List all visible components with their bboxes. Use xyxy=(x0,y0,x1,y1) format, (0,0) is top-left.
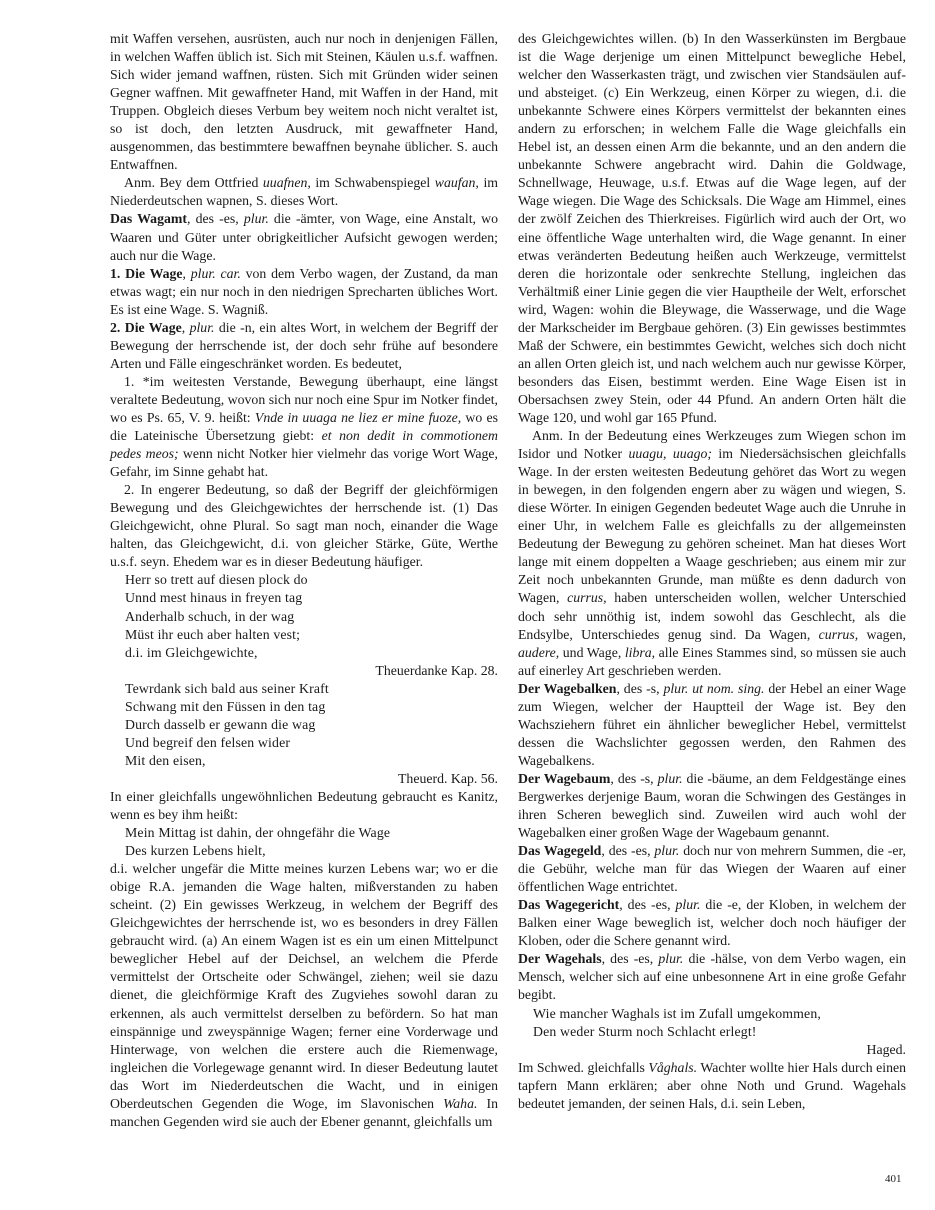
text-run: der Hebel an einer Wage zum Wiegen, welcher der Hauptteil der Wage ist. Bey den Wachsziehern führet ein ähnlicher beweglicher Hebel, vermittelst dessen die Wachslichter gegossen werden, den Rahmen des Wagebalkens. xyxy=(518,680,906,768)
verse-line xyxy=(110,680,498,698)
text-run: , xyxy=(181,319,190,335)
headword: Das Wagegeld xyxy=(518,843,602,859)
text-run: alle Eines Stammes sind, so müssen sie auch auf einerley Art geschrieben werden. xyxy=(518,644,906,678)
indented-paragraph xyxy=(110,481,498,571)
headword: Das Wagamt xyxy=(110,211,187,227)
verse-line xyxy=(110,698,498,716)
text-run: im Schwabenspiegel xyxy=(310,175,435,191)
italic-term: uuagu, uuago; xyxy=(628,446,712,462)
headword: 2. Die Wage xyxy=(110,319,182,335)
verse-line xyxy=(110,824,498,842)
italic-term: Waha. xyxy=(443,1095,478,1111)
source-citation xyxy=(110,770,498,788)
text-run: Anm. In der Bedeutung eines Werkzeuges zum Wiegen schon im Isidor und Notker xyxy=(518,428,906,462)
text-run: , des -s, xyxy=(616,680,664,696)
text-run: wagen, xyxy=(858,626,906,642)
headword: Der Wagebaum xyxy=(518,770,611,786)
italic-term: plur. xyxy=(189,319,215,335)
italic-term: plur. xyxy=(654,843,680,859)
indented-paragraph xyxy=(110,174,498,210)
paragraph xyxy=(110,210,498,264)
text-run: Anderhalb schuch, in der wag xyxy=(125,608,295,624)
text-run: Unnd mest hinaus in freyen tag xyxy=(125,590,303,606)
text-run: In manchen Gegenden wird sie auch der Ebener genannt, gleichfalls um xyxy=(110,1095,498,1129)
text-run: Anm. Bey dem Ottfried xyxy=(124,175,263,191)
text-run: 2. In engerer Bedeutung, so daß der Begriff der gleichförmigen Bewegung und des Gleichgewichtes der herrschende ist. (1) Das Gleichgewicht, ohne Plural. So sagt man noch, einander die Wage halten, das Gleichgewicht, d.i. von gleicher Stärke, Güte, Werthe u.s.f. seyn. Ehedem war es in dieser Bedeutung häufiger. xyxy=(110,482,498,570)
text-run: , des -es, xyxy=(619,897,676,913)
text-run: , des -es, xyxy=(601,951,659,967)
text-run: Wachter wollte hier Hals durch einen tapfern Mann erklären; aber ohne Noth und Grund. Wagehals bedeutet jemanden, der seinen Hals, d.i. sein Leben, xyxy=(518,1059,906,1111)
text-run: die -n, ein altes Wort, in welchem der Begriff der Bewegung der herrschende ist, der doch sehr frühe auf besondere Arten und Fälle eingeschränket worden. Es bedeutet, xyxy=(110,319,498,371)
text-run: Des kurzen Lebens hielt, xyxy=(125,843,266,859)
italic-term: plur. xyxy=(658,951,684,967)
text-run: d.i. welcher ungefär die Mitte meines kurzen Lebens war; wo er die obige R.A. jemanden die Wage halten, mißverstanden zu haben scheint. (2) Ein gewisses Werkzeug, in welchem der Begriff des Gleichgewichtes der herrschende ist, wo es besonders in drey Fällen gebraucht wird. (a) An einem Wagen ist es ein um einen Mittelpunct beweglicher Hebel auf der Deichsel, an welchem die Pferde vermittelst der Ortscheite oder Schwängel, ziehen; weil sie dazu dienet, die gleichförmige Kraft des Zugviehes sowohl daran zu erkennen, als auch vermittelst derselben zu befördern. So hat man einspännige und zweyspännige Wagen; ferner eine Vorderwage und Hinterwage, von welchen die erstere auch die Riemenwage, ingleichen die Vorlegewage genannt wird. In dieser Bedeutung lautet das Wort im Niederdeutschen die Wacht, und in einigen Oberdeutschen Gegenden die Woge, im Slavonischen xyxy=(110,861,498,1111)
text-run: Tewrdank sich bald aus seiner Kraft xyxy=(125,680,329,696)
text-run: Den weder Sturm noch Schlacht erlegt! xyxy=(533,1023,757,1039)
paragraph xyxy=(518,680,906,770)
verse-line xyxy=(110,716,498,734)
text-run: Müst ihr euch aber halten vest; xyxy=(125,626,301,642)
italic-term: currus, xyxy=(818,626,859,642)
text-run: wo es die Lateinische Übersetzung giebt: xyxy=(110,409,498,444)
paragraph xyxy=(518,950,906,1004)
italic-term: plur. car. xyxy=(190,265,241,281)
indented-paragraph xyxy=(518,427,906,680)
paragraph xyxy=(110,265,498,319)
text-run: doch nur von mehrern Summen, die -er, die Gebühr, welche man für das Wiegen der Waaren auf einer öffentlichen Wage entrichtet. xyxy=(518,843,906,895)
text-run: In einer gleichfalls ungewöhnlichen Bedeutung gebraucht es Kanitz, wenn es bey ihm heißt: xyxy=(110,788,498,823)
text-run: Mit den eisen, xyxy=(125,752,206,768)
text-run: die -e, der Kloben, in welchem der Balken einer Wage beweglich ist, welcher doch noch häufiger der Kloben, oder die Schere genannt wird. xyxy=(518,897,906,949)
right-column xyxy=(518,30,906,1113)
italic-term: plur. xyxy=(657,770,683,786)
italic-term: plur. ut nom. sing. xyxy=(663,680,765,696)
paragraph xyxy=(110,30,498,174)
headword: Der Wagebalken xyxy=(518,680,617,696)
text-run: Durch dasselb er gewann die wag xyxy=(125,716,316,732)
text-run: die -hälse, von dem Verbo wagen, ein Mensch, welcher sich auf eine unbesonnene Art in eine große Gefahr begibt. xyxy=(518,951,906,1003)
italic-term: et non dedit in commotionem pedes meos; xyxy=(110,428,498,462)
indented-paragraph xyxy=(110,373,498,481)
verse-line xyxy=(110,589,498,607)
verse-line xyxy=(518,1023,906,1041)
text-run: im Niedersächsischen gleichfalls Wage. In der ersten weitesten Bedeutung gehöret das Wort zu wegen in bewegen, in den folgenden engern aber zu wägen und wiegen, S. diese Wörter. In einigen Gegenden bedeutet Wage auch die Unruhe in einer Uhr, in welchem Falle es gleichfalls zu der allgemeinsten Bedeutung der Bewegung zu gehören scheinet. Man hat dieses Wort lange mit einem doppelten a Waage geschrieben; aus einem mir zur Zeit noch unbekannten Grunde, man müßte es denn dadurch von Wagen, xyxy=(518,446,906,606)
text-run: die -ämter, von Wage, eine Anstalt, wo Waaren und Güter unter obrigkeitlicher Aufsicht gewogen werden; auch nur die Wage. xyxy=(110,211,498,263)
headword: Das Wagegericht xyxy=(518,897,620,913)
paragraph xyxy=(518,30,906,427)
text-run: Schwang mit den Füssen in den tag xyxy=(125,698,326,714)
paragraph xyxy=(518,896,906,950)
italic-term: Våghals. xyxy=(648,1059,698,1075)
italic-term: libra, xyxy=(624,644,656,660)
text-run: Im Schwed. gleichfalls xyxy=(518,1059,649,1075)
italic-term: uuafnen, xyxy=(262,175,311,191)
italic-term: audere, xyxy=(518,644,560,660)
text-run: 1. *im weitesten Verstande, Bewegung überhaupt, eine längst veraltete Bedeutung, wovon sich nur noch eine Spur im Notker findet, wo es Ps. 65, V. 9. heißt: xyxy=(110,373,498,425)
paragraph xyxy=(518,842,906,896)
text-run: mit Waffen versehen, ausrüsten, auch nur noch in denjenigen Fällen, in welchen Waffen üblich ist. Sich mit Steinen, Käulen u.s.f. waffnen. Sich wider jemand waffnen, rüsten. Sich mit Gründen wider seinen Gegner waffnen. Mit gewaffneter Hand, mit Waffen in der Hand, mit Truppen. Obgleich dieses Verbum bey weitem noch nicht veraltet ist, so ist doch, den letzten Ausdruck, mit gewaffneter Hand, ausgenommen, das bestimmtere bewaffnen beynahe üblicher. S. auch Entwaffnen. xyxy=(110,31,498,173)
verse-line xyxy=(110,842,498,860)
verse-line xyxy=(110,734,498,752)
paragraph xyxy=(110,788,498,824)
left-column xyxy=(110,30,498,1131)
text-run: Und begreif den felsen wider xyxy=(125,734,291,750)
text-run: im Niederdeutschen wapnen, S. dieses Wort. xyxy=(110,175,499,209)
source-citation xyxy=(518,1041,906,1059)
text-run: , des -es, xyxy=(186,211,244,227)
headword: Der Wagehals xyxy=(518,951,602,967)
italic-term: currus, xyxy=(567,590,607,606)
text-run: Theuerdanke Kap. 28. xyxy=(375,662,498,678)
text-run: , des -s, xyxy=(610,770,658,786)
text-run: haben unterscheiden wollen, welcher Unterschied doch sehr unnöthig ist, indem sowohl das Geschlecht, als die Endsylbe, Unterschiedes genug sind. Da Wagen, xyxy=(518,590,906,642)
source-citation xyxy=(110,662,498,680)
paragraph xyxy=(110,860,498,1131)
italic-term: Vnde in uuaga ne liez er mine fuoze, xyxy=(254,409,462,425)
paragraph xyxy=(110,319,498,373)
headword: 1. Die Wage xyxy=(110,265,183,281)
paragraph xyxy=(518,1059,906,1113)
italic-term: plur. xyxy=(675,897,701,913)
verse-line xyxy=(518,1005,906,1023)
page-number: 401 xyxy=(885,1173,902,1185)
text-run: Wie mancher Waghals ist im Zufall umgekommen, xyxy=(533,1005,821,1021)
text-run: , xyxy=(182,265,191,281)
verse-line xyxy=(110,571,498,589)
text-run: wenn nicht Notker hier vielmehr das vorige Wort Wage, Gefahr, im Sinne gehabt hat. xyxy=(110,446,498,480)
text-run: d.i. im Gleichgewichte, xyxy=(125,644,258,660)
text-run: von dem Verbo wagen, der Zustand, da man etwas wagt; ein nur noch in den niedrigen Sprecharten übliches Wort. Es ist eine Wage. S. Wagniß. xyxy=(110,265,498,317)
italic-term: waufan, xyxy=(434,175,479,191)
text-run: die -bäume, an dem Feldgestänge eines Bergwerkes derjenige Baum, woran die Schwingen des Gestänges in ihren Scheren beweglich sind. Zuweilen wird auch wohl der Wagebalken einer großen Wage der Wagebaum genannt. xyxy=(518,770,906,841)
verse-line xyxy=(110,752,498,770)
text-run: Mein Mittag ist dahin, der ohngefähr die Wage xyxy=(125,825,391,841)
text-run: und Wage, xyxy=(559,644,625,660)
paragraph xyxy=(518,770,906,842)
italic-term: plur. xyxy=(243,211,269,227)
verse-line xyxy=(110,644,498,662)
text-run: des Gleichgewichtes willen. (b) In den Wasserkünsten im Bergbaue ist die Wage derjenige um einen Mittelpunct bewegliche Hebel, welcher den Wasserkasten trägt, und zwischen vier Standsäulen auf- und absteiget. (c) Ein Werkzeug, einen Körper zu wiegen, d.i. die unbekannte Schwere eines Körpers vermittelst der bekannten eines andern zu erforschen; in welchem Falle die Wage gleichfalls ein Hebel ist, an dessen einen Arm die bekannte, und an den andern die unbekannte Schwere angebracht wird. Dahin die Goldwage, Schnellwage, Heuwage, u.s.f. Etwas auf die Wage legen, auf der Wage wiegen. Die Wage des Schicksals. Die Wage am Himmel, eines der zwölf Zeichen des Thierkreises. Figürlich wird auch der Ort, wo eine öffentliche Wage unterhalten wird, die Wage genannt. In einer etwas veränderten Bedeutung heißen auch Werkzeuge, vermittelst deren die horizontale oder senkrechte Stellung, ingleichen das Verhältmiß einer Linie gegen die vier Hauptheile der Welt, erforschet wird, Wagen: wohin die Bleywage, die Wasserwage, und die Wage der Markscheider im Bergbaue gehören. (3) Ein gewisses bestimmtes Maß der Schwere, ein bestimmtes Gewicht, welches sich doch nicht an allen Orten gleich ist, und nach welchem auch nur gewisse Körper, besonders das Eisen, bestimmt werden. Eine Wage Eisen ist in Obersachsen zwey Stein, oder 44 Pfund. An andern Orten hält die Wage 120, und wohl gar 165 Pfund. xyxy=(518,31,906,425)
text-run: Theuerd. Kap. 56. xyxy=(398,770,498,786)
text-run: Herr so trett auf diesen plock do xyxy=(125,572,308,588)
verse-line xyxy=(110,608,498,626)
text-run: , des -es, xyxy=(601,843,655,859)
verse-line xyxy=(110,626,498,644)
text-run: Haged. xyxy=(866,1041,906,1057)
